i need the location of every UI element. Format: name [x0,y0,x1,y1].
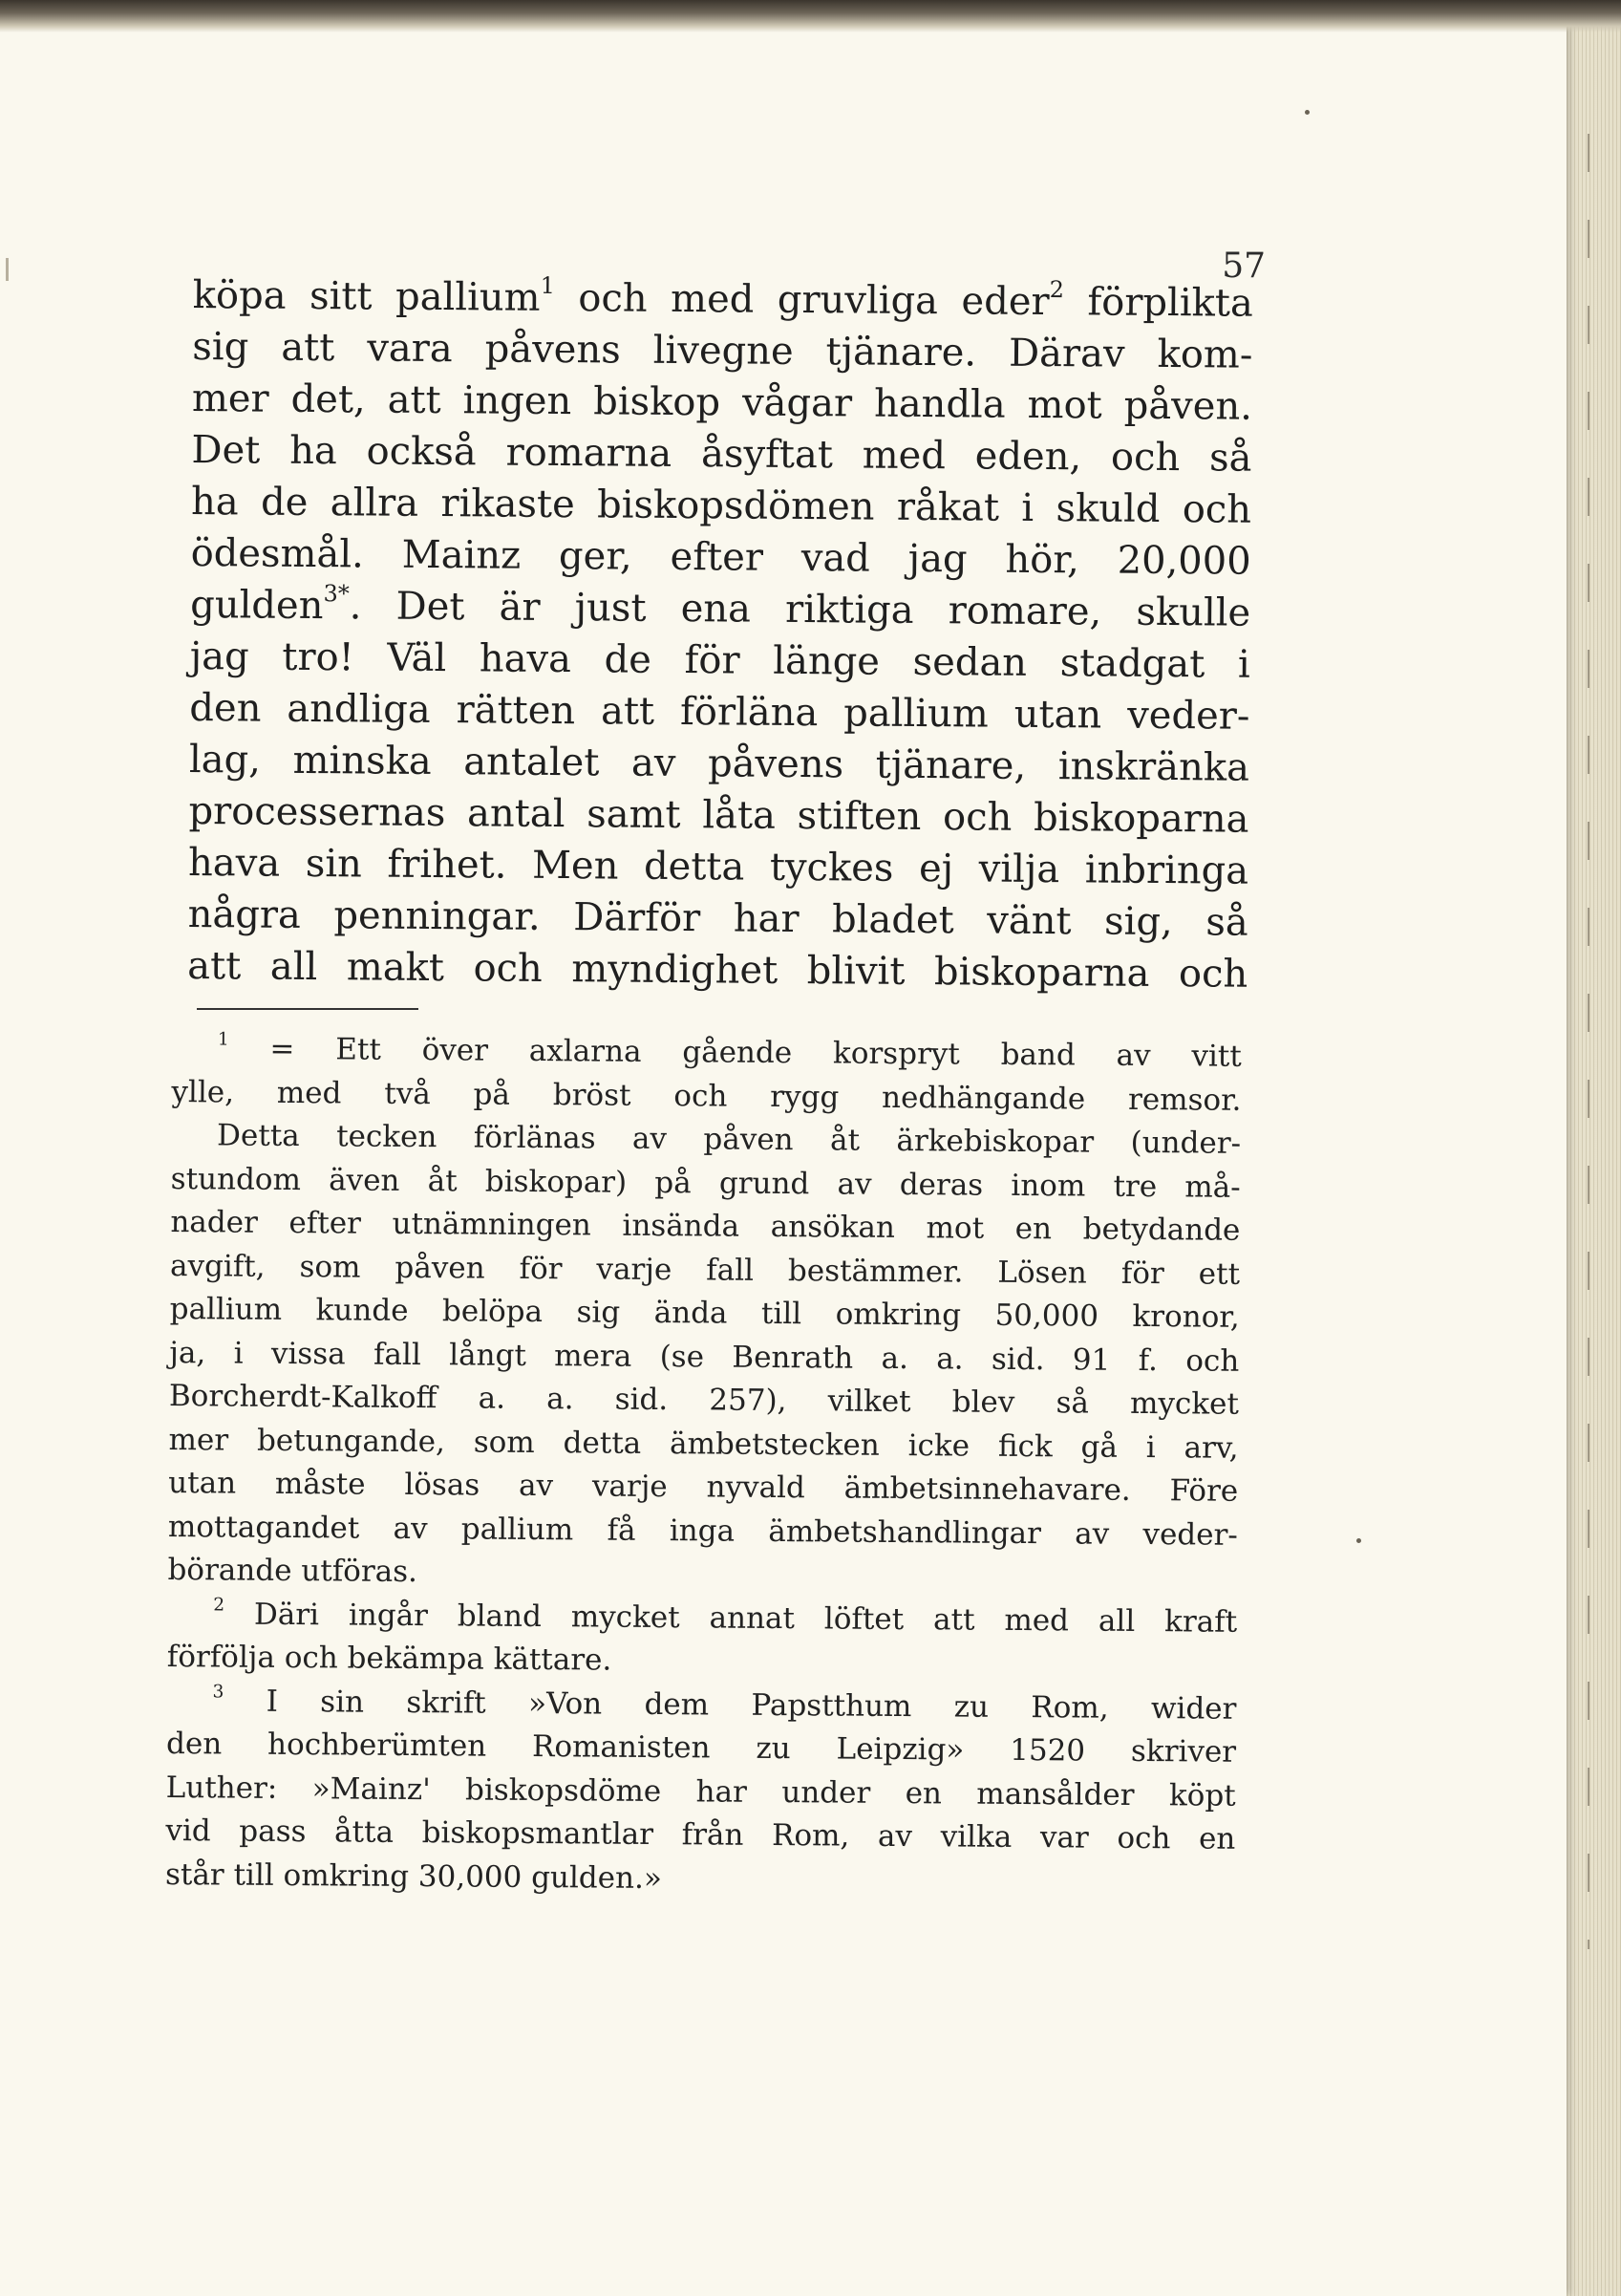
footnote-line: avgift, som påven för varje fall bestämmer. Lösen för ett [169,1248,1241,1292]
footnote-line: ylle, med två på bröst och rygg nedhängande remsor. [171,1074,1242,1118]
speck [1305,110,1310,115]
footnote-line: $^1$ = Ett över axlarna gående korspryt band av vitt [217,1029,1242,1074]
footnote-marker: 2 [213,1594,225,1616]
text-line: lag, minska antalet av påvens tjänare, inskränka [188,737,1250,790]
footnote-line: vid pass åtta biskopsmantlar från Rom, av vilka var och en [165,1813,1236,1856]
page-number: 57 [1222,247,1266,286]
footnote-rule [197,1008,418,1010]
footnote-marker: 1 [217,1029,229,1050]
top-binding-shadow [0,0,1621,32]
footnote-line: förfölja och bekämpa kättare. [166,1639,612,1678]
text-line: Det ha också romarna åsyftat med eden, och så [191,427,1252,481]
text-line: hava sin frihet. Men detta tyckes ej vilja inbringa [187,840,1249,893]
text-line: ödesmål. Mainz ger, efter vad jag hör, 20,000 [190,530,1251,584]
footnote-marker: 3 [212,1681,224,1703]
footnote-line: utan måste lösas av varje nyvald ämbetsinnehavare. Före [168,1465,1239,1509]
page-stack-edge [1564,0,1621,2296]
footnote-line: stundom även åt biskopar) på grund av deras inom tre må- [170,1161,1241,1205]
text-line: mer det, att ingen biskop vågar handla mot påven. [191,376,1253,429]
footnote-line: mer betungande, som detta ämbetstecken icke fick gå i arv, [168,1422,1239,1466]
footnote-line: nader efter utnämningen insända ansökan mot en betydande [170,1204,1241,1248]
text-line: gulden$^{3*}$. Det är just ena riktiga romare, skulle [190,580,1251,635]
text-line: den andliga rätten att förläna pallium utan veder- [189,685,1250,739]
text-line: sig att vara påvens livegne tjänare. Därav kom- [192,324,1253,377]
margin-marks-right [1588,134,1589,1949]
text-line: processernas antal samt låta stiften och biskoparna [188,788,1249,842]
footnote-line: den hochberümten Romanisten zu Leipzig» 1520 skriver [165,1726,1237,1770]
text-line: köpa sitt pallium$^1$ och med gruvliga eder$^2$ förplikta [192,271,1253,326]
main-text [187,269,1253,1000]
text-line: ha de allra rikaste biskopsdömen råkat i skuld och [190,479,1252,532]
footnote-line: $^3$ I sin skrift »Von dem Papstthum zu Rom, wider [212,1681,1237,1727]
margin-mark [6,258,9,281]
footnote-line: börande utföras. [167,1552,418,1590]
footnote-line: Detta tecken förlänas av påven åt ärkebiskopar (under- [216,1118,1242,1161]
footnote-line: ja, i vissa fall långt mera (se Benrath a. a. sid. 91 f. och [169,1335,1240,1379]
footnote-line: Borcherdt-Kalkoff a. a. sid. 257), vilket blev så mycket [168,1378,1240,1422]
text-line: jag tro! Väl hava de för länge sedan stadgat i [189,633,1250,687]
footnotes [165,1027,1242,1905]
speck [1356,1538,1361,1543]
footnote-line: $^2$ Däri ingår bland mycket annat löftet att med all kraft [213,1594,1238,1640]
footnote-line: Luther: »Mainz' biskopsdöme har under en mansålder köpt [165,1770,1236,1813]
footnote-line: står till omkring 30,000 gulden.» [164,1856,663,1896]
text-line: att all makt och myndighet blivit biskoparna och [187,943,1248,997]
footnote-line: pallium kunde belöpa sig ända till omkring 50,000 kronor, [169,1291,1240,1335]
text-line: några penningar. Därför har bladet vänt sig, så [187,891,1248,945]
footnote-line: mottagandet av pallium få inga ämbetshandlingar av veder- [167,1509,1239,1553]
